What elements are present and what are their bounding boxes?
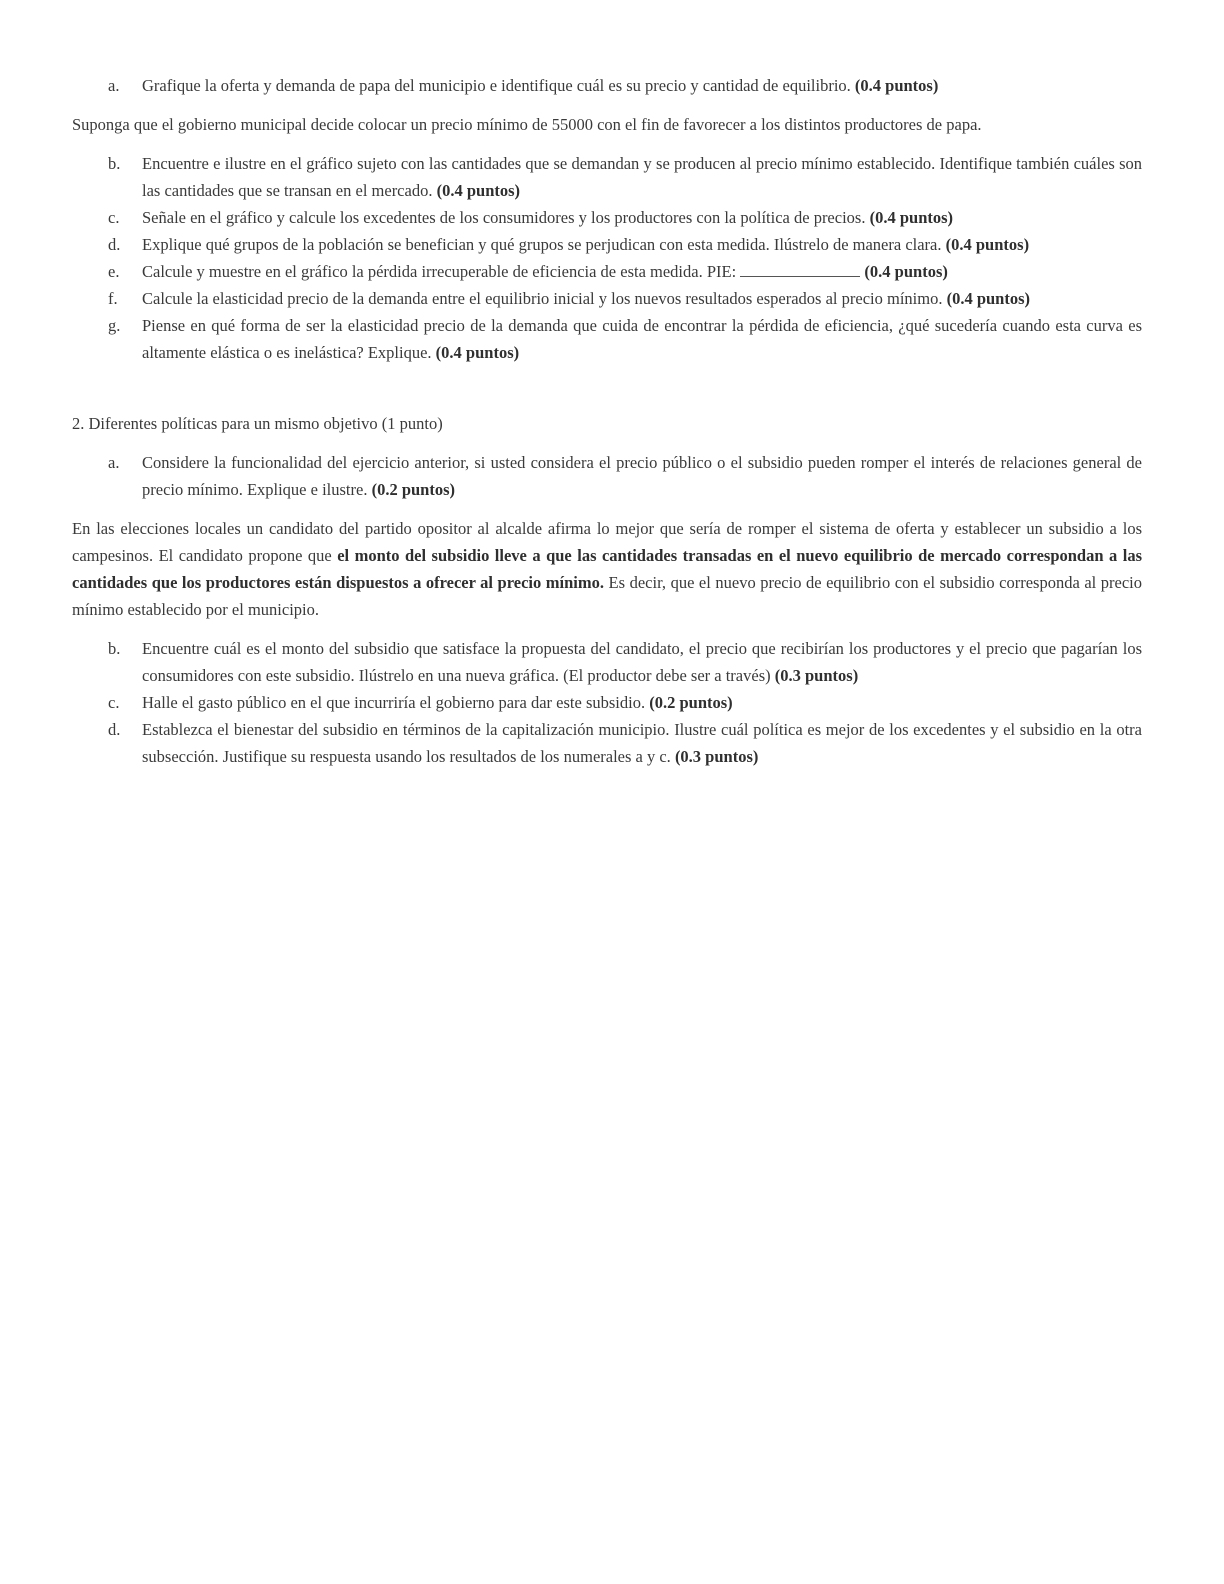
list-marker: f. [108,289,118,308]
list-marker: b. [108,154,121,173]
item-text: Establezca el bienestar del subsidio en términos de la capitalización municipio. Ilustre cuál política es mejor de los excedentes y el subsidio en la otra subsección. Justifique su respuesta usando los resultados de los numerales a y c. [142,720,1142,766]
list-marker: a. [108,453,120,472]
item-points: (0.2 puntos) [371,480,456,499]
item-text: Halle el gasto público en el que incurriría el gobierno para dar este subsidio. [142,693,646,712]
list-item-1d [72,231,1142,258]
list-section2-b-d [72,635,1142,770]
list-item-1c [72,204,1142,231]
list-section2-a [72,449,1142,503]
item-points: (0.4 puntos) [854,76,939,95]
list-item-1a [72,72,1142,99]
item-text: Explique qué grupos de la población se benefician y qué grupos se perjudican con esta medida. Ilústrelo de manera clara. [142,235,942,254]
item-text: Calcule y muestre en el gráfico la pérdida irrecuperable de eficiencia de esta medida. PIE: [142,262,737,281]
item-points: (0.4 puntos) [869,208,954,227]
item-text: Señale en el gráfico y calcule los excedentes de los consumidores y los productores con la política de precios. [142,208,866,227]
list-item-1f [72,285,1142,312]
item-points: (0.4 puntos) [946,289,1031,308]
paragraph-text-start: En las elecciones locales un candidato del partido opositor al alcalde afirma lo mejor que sería de romper el sistema de oferta y establecer un subsidio a los campesinos. El candidato propone que [72,519,1142,565]
list-marker: c. [108,693,120,712]
item-text: Calcule la elasticidad precio de la demanda entre el equilibrio inicial y los nuevos resultados esperados al precio mínimo. [142,289,943,308]
list-marker: g. [108,316,121,335]
section2-heading: 2. Diferentes políticas para un mismo objetivo (1 punto) [72,414,443,433]
answer-blank [740,262,860,277]
list-section1-a [72,72,1142,99]
list-marker: b. [108,639,121,658]
list-item-2a [72,449,1142,503]
list-section1-b-g [72,150,1142,366]
list-marker: e. [108,262,120,281]
list-marker: a. [108,76,120,95]
list-item-2c [72,689,1142,716]
section1-intro: Suponga que el gobierno municipal decide colocar un precio mínimo de 55000 con el fin de favorecer a los distintos productores de papa. [72,115,982,134]
item-points: (0.3 puntos) [674,747,759,766]
item-text: Piense en qué forma de ser la elasticidad precio de la demanda que cuida de encontrar la pérdida de eficiencia, ¿qué sucedería cuando esta curva es altamente elástica o es inelástica? Explique. [142,316,1142,362]
paragraph-text-end: Es decir, que el nuevo precio de equilibrio con el subsidio corresponda al precio mínimo establecido por el municipio. [72,573,1143,619]
list-item-1b [72,150,1142,204]
item-points: (0.3 puntos) [774,666,859,685]
list-item-1e [72,258,1142,285]
item-points: (0.4 puntos) [436,181,521,200]
item-text: Considere la funcionalidad del ejercicio anterior, si usted considera el precio público o el subsidio pueden romper el interés de relaciones general de precio mínimo. Explique e ilustre. [142,453,1142,499]
section2-paragraph [72,515,1142,623]
list-marker: d. [108,720,121,739]
list-marker: c. [108,208,120,227]
item-points: (0.4 puntos) [945,235,1030,254]
item-text: Encuentre cuál es el monto del subsidio que satisface la propuesta del candidato, el precio que recibirían los productores y el precio que pagarían los consumidores con este subsidio. Ilústrelo en una nueva gráfica. (El productor debe ser a través) [142,639,1142,685]
item-points: (0.4 puntos) [864,262,948,281]
item-text: Encuentre e ilustre en el gráfico sujeto con las cantidades que se demandan y se producen al precio mínimo establecido. Identifique también cuáles son las cantidades que se transan en el mercado. [142,154,1142,200]
document-page [72,72,1142,782]
item-points: (0.2 puntos) [649,693,733,712]
list-item-2d [72,716,1142,770]
list-item-1g [72,312,1142,366]
item-text: Grafique la oferta y demanda de papa del municipio e identifique cuál es su precio y cantidad de equilibrio. [142,76,851,95]
list-item-2b [72,635,1142,689]
item-points: (0.4 puntos) [435,343,520,362]
paragraph-text-bold: el monto del subsidio lleve a que las cantidades transadas en el nuevo equilibrio de mercado correspondan a las cantidades que los productores están dispuestos a ofrecer al precio mínimo. [72,546,1142,592]
list-marker: d. [108,235,121,254]
